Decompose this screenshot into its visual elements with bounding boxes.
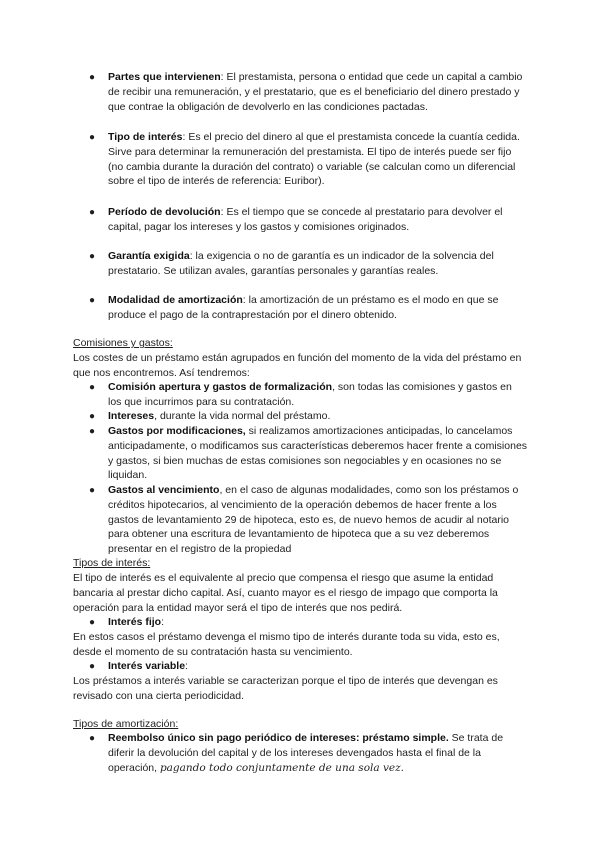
bullet-dot: ● xyxy=(89,411,96,422)
bullet-modalidad xyxy=(108,293,528,323)
bullet-dot: ● xyxy=(89,661,96,672)
interes-fijo-label: Interés fijo: xyxy=(108,616,165,628)
interes-fijo-text: En estos casos el préstamo devenga el mismo tipo de interés durante toda su vida, esto es, desde el momento de su contratación hasta su vencimiento. xyxy=(73,631,500,658)
bullet-dot: ● xyxy=(89,72,96,83)
section-heading-amortizacion: Tipos de amortización: xyxy=(73,718,179,730)
bullet-dot: ● xyxy=(89,426,96,437)
comisiones-item-modificaciones: Gastos por modificaciones, si realizamos amortizaciones anticipadas, lo cancelamos anticipadamente, o modificamos sus características deberemos hacer frente a comisiones y gastos, si bien muchas de estas comisiones son negociables y en ocasiones no se liquidan. xyxy=(108,425,528,482)
bullet-dot: ● xyxy=(89,251,96,262)
bullet-term: Período de devolución xyxy=(108,206,221,218)
section-heading-tipos-interes: Tipos de interés: xyxy=(73,557,151,569)
interes-variable-text: Los préstamos a interés variable se caracterizan porque el tipo de interés que devengan es revisado con una cierta periodicidad. xyxy=(73,675,498,702)
bullet-tipo-interes xyxy=(108,130,528,189)
comisiones-item-apertura: Comisión apertura y gastos de formalización, son todas las comisiones y gastos en los que incurrimos para su contratación. xyxy=(108,381,512,408)
bullet-dot: ● xyxy=(89,485,96,496)
bullet-dot: ● xyxy=(89,617,96,628)
interes-variable-label: Interés variable: xyxy=(108,660,188,672)
comisiones-item-vencimiento: Gastos al vencimiento, en el caso de algunas modalidades, como son los préstamos o créditos hipotecarios, al vencimiento de la operación debemos de hacer frente a los gastos de levantamiento 29 de hipoteca, esto es, de nuevo hemos de acudir al notario para obtener una escritura de levantamiento de hipoteca que a su vez deberemos presentar en el registro de la propiedad xyxy=(108,484,519,556)
bullet-term: Tipo de interés xyxy=(108,131,183,143)
bullet-text: : Es el precio del dinero al que el prestamista concede la cuantía cedida. Sirve para determinar la remuneración del prestamista. El tipo de interés puede ser fijo (no cambia durante la duración del contrato) o variable (se calculan como un diferencial sobre el tipo de interés de referencia: Euribor). xyxy=(108,131,520,188)
bullet-garantia xyxy=(108,249,528,279)
bullet-text: : la exigencia o no de garantía es un indicador de la solvencia del prestatario. Se utilizan avales, garantías personales y garantías reales. xyxy=(108,250,494,277)
bullet-text: : la amortización de un préstamo es el modo en que se produce el pago de la contraprestación por el dinero obtenido. xyxy=(108,294,499,321)
bullet-term: Partes que intervienen xyxy=(108,71,221,83)
amortizacion-item-reembolso: Reembolso único sin pago periódico de intereses: préstamo simple. Se trata de diferir la devolución del capital y de los intereses devengados hasta el final de la operación, pagando todo conjuntamente de una sola vez. xyxy=(108,732,504,774)
bullet-periodo xyxy=(108,205,528,235)
bullet-dot: ● xyxy=(89,295,96,306)
bullet-dot: ● xyxy=(89,132,96,143)
tipos-interes-intro: El tipo de interés es el equivalente al precio que compensa el riesgo que asume la entidad bancaria al prestar dicho capital. Así, cuanto mayor es el riesgo de impago que comporta la operación para la entidad mayor será el tipo de interés que nos pedirá. xyxy=(73,572,498,614)
bullet-dot: ● xyxy=(89,733,96,744)
section-heading-comisiones: Comisiones y gastos: xyxy=(73,337,173,349)
bullet-text: : El prestamista, persona o entidad que cede un capital a cambio de recibir una remuneración, y el prestatario, que es el beneficiario del dinero prestado y que contrae la obligación de devolverlo en las condiciones pactadas. xyxy=(108,71,523,113)
italic-emphasis: pagando todo conjuntamente de una sola vez. xyxy=(159,761,404,774)
bullet-dot: ● xyxy=(89,382,96,393)
bullet-dot: ● xyxy=(89,207,96,218)
bullet-term: Garantía exigida xyxy=(108,250,190,262)
comisiones-item-intereses: Intereses, durante la vida normal del préstamo. xyxy=(108,410,331,422)
bullet-term: Modalidad de amortización xyxy=(108,294,243,306)
comisiones-intro: Los costes de un préstamo están agrupados en función del momento de la vida del préstamo en que nos encontremos. Así tendremos: xyxy=(73,352,522,379)
bullet-partes xyxy=(108,70,528,114)
bullet-text: : Es el tiempo que se concede al prestatario para devolver el capital, pagar los intereses y los gastos y comisiones originados. xyxy=(108,206,503,233)
